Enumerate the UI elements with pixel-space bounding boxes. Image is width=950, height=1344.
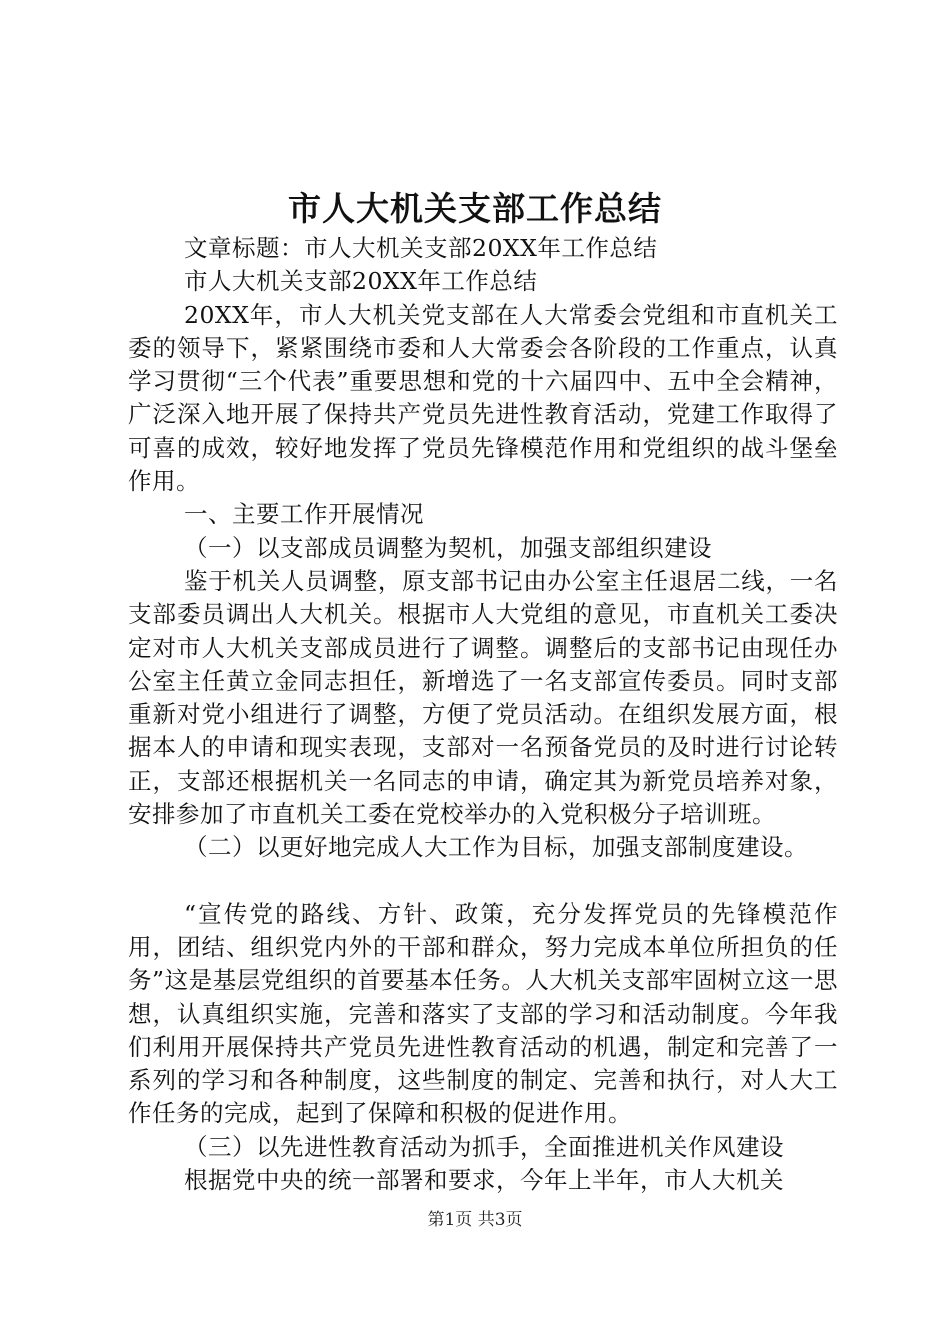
subsection-heading-3: （三）以先进性教育活动为抓手，全面推进机关作风建设 [184,1132,784,1161]
article-title-line: 文章标题：市人大机关支部20XX年工作总结 [184,234,658,262]
subsection-heading-2: （二）以更好地完成人大工作为目标，加强支部制度建设。 [184,833,808,862]
subsection-heading-1: （一）以支部成员调整为契机，加强支部组织建设 [184,533,712,562]
paragraph-education: 根据党中央的统一部署和要求，今年上半年，市人大机关 [184,1166,784,1195]
document-title: 市人大机关支部工作总结 [288,189,662,228]
paragraph-system: “宣传党的路线、方针、政策，充分发挥党员的先锋模范作用，团结、组织党内外的干部和群众，努力完成本单位所担负的任务”这是基层党组织的首要基本任务。人大机关支部牢固树立这一思想，认真组织实施，完善和落实了支部的学习和活动制度。今年我们利用开展保持共产党员先进性教育活动的机遇，制定和完善了一系列的学习和各种制度，这些制度的制定、完善和执行，对人大工作任务的完成，起到了保障和积极的促进作用。 [128,899,838,1128]
page-footer: 第1页 共3页 [427,1210,523,1230]
paragraph-organization: 鉴于机关人员调整，原支部书记由办公室主任退居二线，一名支部委员调出人大机关。根据市人大党组的意见，市直机关工委决定对市人大机关支部成员进行了调整。调整后的支部书记由现任办公室主任黄立金同志担任，新增选了一名支部宣传委员。同时支部重新对党小组进行了调整，方便了党员活动。在组织发展方面，根据本人的申请和现实表现，支部对一名预备党员的及时进行讨论转正，支部还根据机关一名同志的申请，确定其为新党员培养对象，安排参加了市直机关工委在党校举办的入党积极分子培训班。 [128,566,838,829]
paragraph-intro: 20XX年，市人大机关党支部在人大常委会党组和市直机关工委的领导下，紧紧围绕市委和人大常委会各阶段的工作重点，认真学习贯彻“三个代表”重要思想和党的十六届四中、五中全会精神，广泛深入地开展了保持共产党员先进性教育活动，党建工作取得了可喜的成效，较好地发挥了党员先锋模范作用和党组织的战斗堡垒作用。 [128,300,838,496]
section-heading-1: 一、主要工作开展情况 [184,500,424,529]
document-body [128,208,838,1197]
subtitle-line: 市人大机关支部20XX年工作总结 [184,267,538,296]
paragraph-spacer [128,865,838,898]
